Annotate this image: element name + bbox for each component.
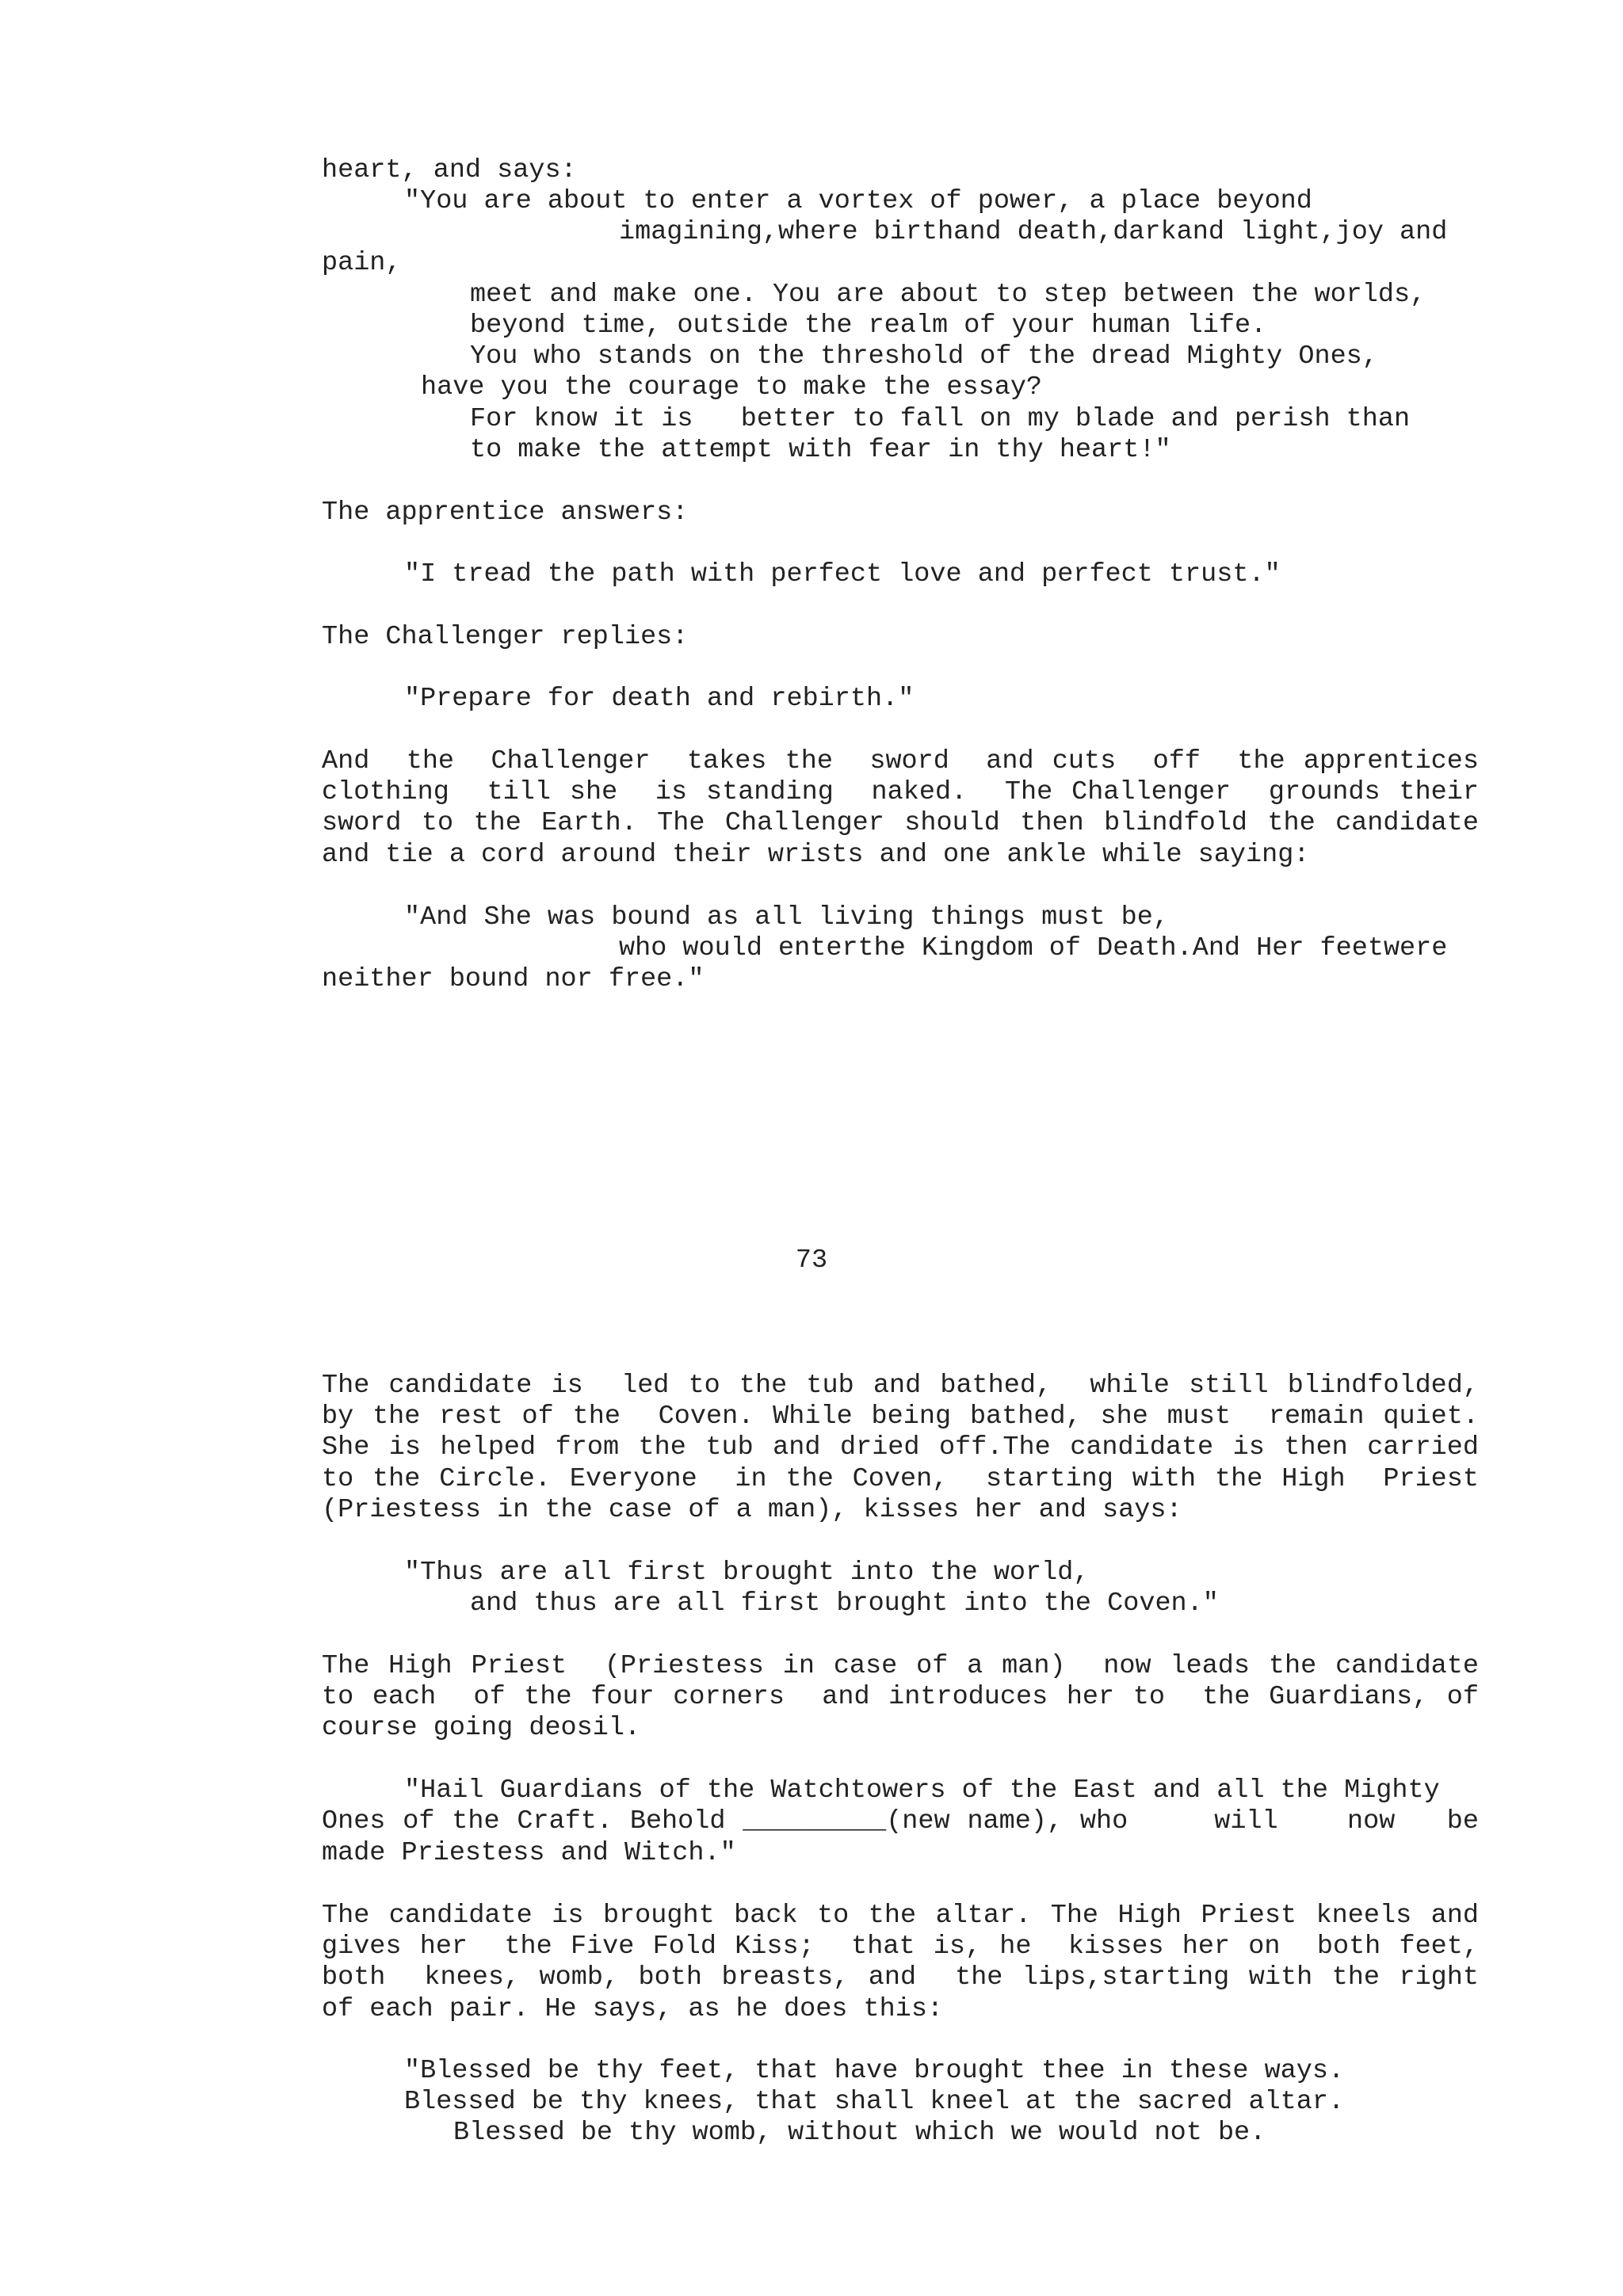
text-line: imagining,where birthand death,darkand light,joy and [619, 217, 1448, 247]
page-number: 73 [795, 1245, 828, 1276]
text-line: and tie a cord around their wrists and one ankle while saying: [322, 840, 1310, 870]
text-line: gives her the Five Fold Kiss; that is, he kisses her on both feet, [322, 1932, 1479, 1962]
text-line: to make the attempt with fear in thy heart!" [470, 435, 1171, 465]
text-line: The candidate is led to the tub and bathed, while still blindfolded, [322, 1371, 1479, 1401]
text-line: Blessed be thy knees, that shall kneel at the sacred altar. [404, 2087, 1345, 2117]
text-line: have you the courage to make the essay? [421, 372, 1043, 402]
text-line: "I tread the path with perfect love and perfect trust." [404, 559, 1281, 589]
text-line: of each pair. He says, as he does this: [322, 1994, 944, 2024]
text-line: "Thus are all first brought into the world, [404, 1558, 1090, 1588]
text-line: The High Priest (Priestess in case of a man) now leads the candidate [322, 1651, 1479, 1681]
text-line: clothing till she is standing naked. The Challenger grounds their [322, 777, 1479, 807]
text-line: heart, and says: [322, 155, 577, 185]
text-line: (Priestess in the case of a man), kisses her and says: [322, 1495, 1182, 1525]
text-line: course going deosil. [322, 1713, 641, 1743]
text-line: by the rest of the Coven. While being bathed, she must remain quiet. [322, 1402, 1479, 1432]
text-line: to the Circle. Everyone in the Coven, starting with the High Priest [322, 1464, 1479, 1494]
text-line: "Blessed be thy feet, that have brought thee in these ways. [404, 2056, 1345, 2086]
text-line: The Challenger replies: [322, 622, 689, 652]
text-line: "You are about to enter a vortex of power, a place beyond [404, 186, 1312, 216]
text-line: and thus are all first brought into the Coven." [470, 1589, 1219, 1619]
text-line: made Priestess and Witch." [322, 1838, 736, 1868]
text-line: The candidate is brought back to the altar. The High Priest kneels and [322, 1901, 1479, 1931]
text-line: And the Challenger takes the sword and cuts off the apprentices [322, 746, 1479, 776]
text-line: neither bound nor free." [322, 964, 705, 994]
text-line: pain, [322, 248, 402, 278]
text-line: You who stands on the threshold of the dread Mighty Ones, [470, 341, 1378, 372]
text-line: Ones of the Craft. Behold _________(new name), who will now be [322, 1806, 1479, 1836]
text-line: both knees, womb, both breasts, and the lips,starting with the right [322, 1962, 1479, 1993]
text-line: "Prepare for death and rebirth." [404, 684, 915, 714]
text-line: meet and make one. You are about to step between the worlds, [470, 280, 1426, 310]
text-line: She is helped from the tub and dried off.The candidate is then carried [322, 1432, 1479, 1463]
text-line: beyond time, outside the realm of your human life. [470, 311, 1267, 341]
text-line: sword to the Earth. The Challenger should then blindfold the candidate [322, 808, 1479, 838]
text-line: Blessed be thy womb, without which we would not be. [453, 2118, 1266, 2148]
text-line: "Hail Guardians of the Watchtowers of the East and all the Mighty [404, 1775, 1440, 1806]
text-line: to each of the four corners and introduces her to the Guardians, of [322, 1682, 1479, 1712]
text-line: The apprentice answers: [322, 498, 689, 528]
text-line: "And She was bound as all living things must be, [404, 902, 1169, 933]
text-line: For know it is better to fall on my blade and perish than [470, 404, 1411, 434]
text-line: who would enterthe Kingdom of Death.And Her feetwere [619, 933, 1448, 963]
